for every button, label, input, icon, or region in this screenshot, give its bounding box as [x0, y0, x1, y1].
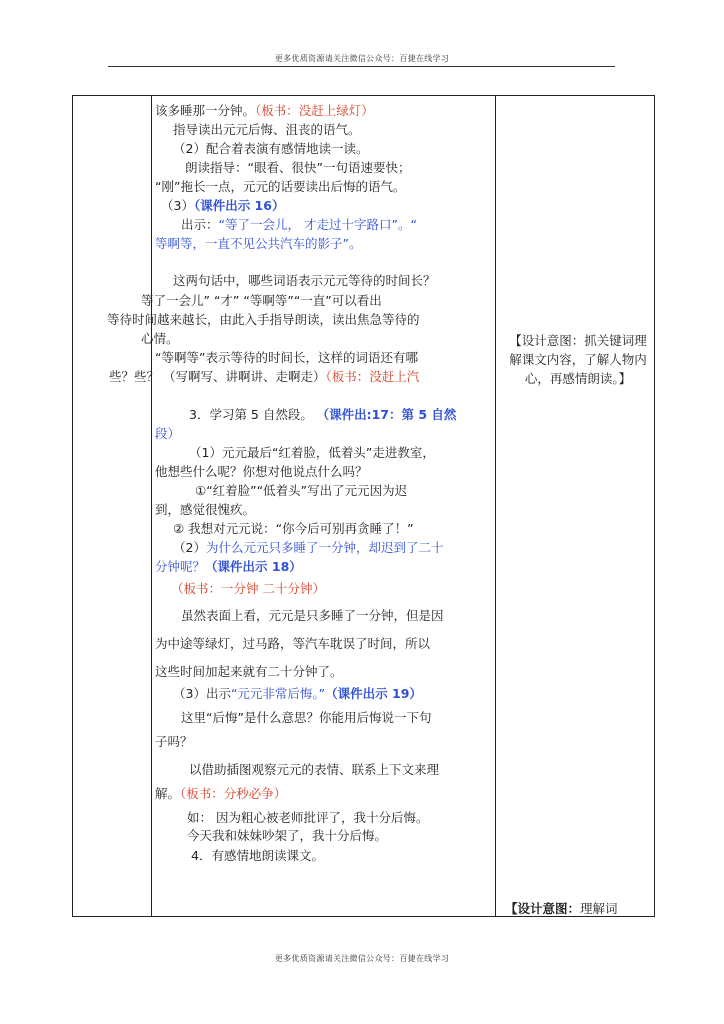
text-line: ② 我想对元元说：“你今后可别再贪睡了！” — [173, 521, 414, 536]
design-intent-cell — [499, 96, 653, 914]
text-line: 该多睡那一分钟。（板书：没赶上绿灯） — [155, 103, 374, 118]
text-line: “等啊等”表示等待的时间长，这样的词语还有哪 — [155, 350, 418, 365]
text-line: 以借助插图观察元元的表情、联系上下文来理 — [189, 762, 440, 777]
text-line: 今天我和妹妹吵架了，我十分后悔。 — [187, 828, 388, 843]
column-divider-left — [151, 96, 152, 916]
text-line: 等待时间越来越长，由此入手指导朗读，读出焦急等待的 — [107, 312, 420, 327]
page-footer: 更多优质资源请关注微信公众号：百捷在线学习 — [274, 954, 450, 963]
teaching-process-cell — [107, 96, 493, 914]
design-intent-note-2: 【设计意图：理解词 — [505, 901, 618, 916]
text-line: 如： 因为粗心被老师批评了，我十分后悔。 — [187, 810, 429, 825]
text-line: 3．学习第 5 自然段。 （课件出:17：第 5 自然 — [189, 407, 457, 422]
text-line: 为中途等绿灯，过马路，等汽车耽误了时间，所以 — [155, 636, 431, 651]
text-line: 这里“后悔”是什么意思？你能用后悔说一下句 — [181, 710, 432, 725]
text-line: （1）元元最后“红着脸，低着头”走进教室， — [189, 445, 435, 460]
text-line: 虽然表面上看，元元是只多睡了一分钟，但是因 — [181, 608, 444, 623]
text-line: 到，感觉很愧疚。 — [155, 502, 256, 517]
text-line: 指导读出元元后悔、沮丧的语气。 — [173, 122, 361, 137]
text-line: 解。（板书：分秒必争） — [155, 786, 287, 801]
text-line: （板书：一分钟 二十分钟） — [171, 581, 325, 596]
text-line: 段） — [155, 426, 181, 441]
text-line: 他想些什么呢？你想对他说点什么吗？ — [155, 464, 368, 479]
text-line: （3）出示“元元非常后悔。”（课件出示 19） — [173, 686, 422, 701]
design-intent-note: 【设计意图：抓关键词理解课文内容，了解人物内心，再感情朗读。】 — [509, 333, 647, 386]
text-line: 心情。 — [141, 331, 179, 346]
text-line: （2）为什么元元只多睡了一分钟，却迟到了二十 — [173, 540, 444, 555]
text-line: 等啊等，一直不见公共汽车的影子”。 — [155, 236, 362, 251]
text-line: （2）配合着表演有感情地读一读。 — [173, 141, 369, 156]
column-divider-right — [495, 96, 496, 916]
text-line: 这些时间加起来就有二十分钟了。 — [155, 664, 343, 679]
text-line: 朗读指导：“眼看、很快”一句语速要快； — [185, 160, 411, 175]
text-line: 这两句话中，哪些词语表示元元等待的时间长？ — [173, 273, 436, 288]
text-line: 4．有感情地朗读课文。 — [191, 848, 324, 863]
text-line: 子吗？ — [155, 734, 193, 749]
text-line: “刚”拖长一点，元元的话要读出后悔的语气。 — [155, 179, 406, 194]
header-rule — [108, 66, 615, 67]
page-header: 更多优质资源请关注微信公众号：百捷在线学习 — [274, 54, 450, 63]
text-line: 些？些？ （写啊写、讲啊讲、走啊走）（板书：没赶上汽 — [109, 369, 420, 384]
text-line: （3）（课件出示 16） — [161, 198, 285, 213]
text-line: 等了一会儿” “才” “等啊等”“一直”可以看出 — [141, 293, 382, 308]
text-line: ①“红着脸”“低着头”写出了元元因为迟 — [195, 483, 408, 498]
text-line: 出示：“等了一会儿， 才走过十字路口”。“ — [181, 217, 417, 232]
lesson-table — [72, 95, 655, 917]
text-line: 分钟呢？（课件出示 18） — [155, 559, 302, 574]
